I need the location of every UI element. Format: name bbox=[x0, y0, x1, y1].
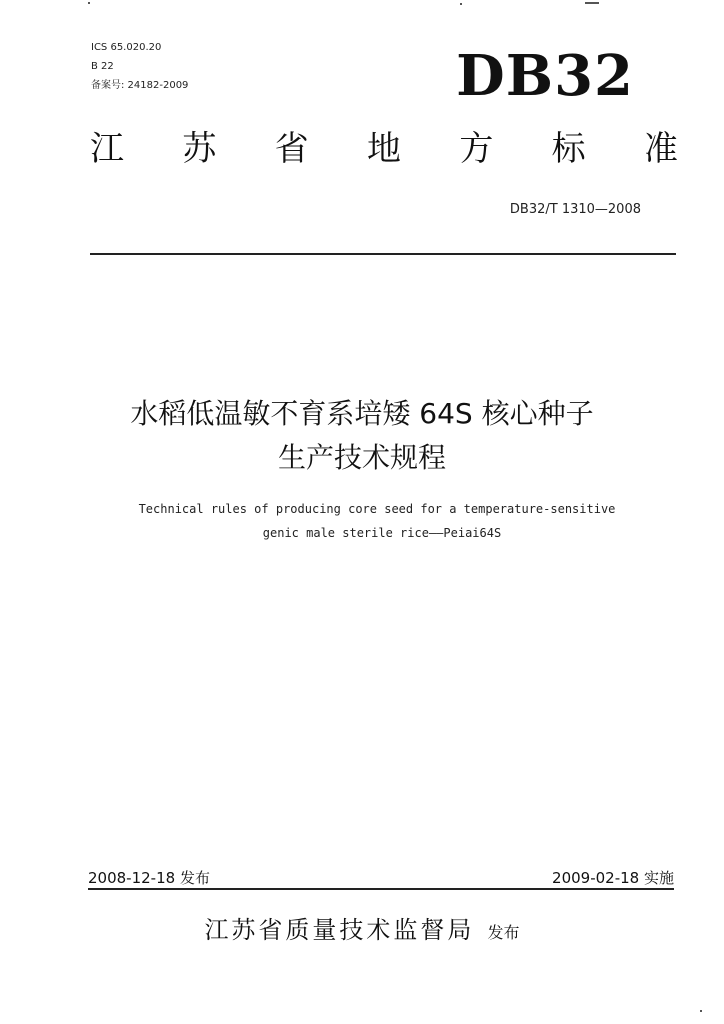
scan-artifact bbox=[88, 2, 90, 4]
title-char: 准 bbox=[643, 129, 678, 169]
title-char: 地 bbox=[366, 129, 401, 169]
bottom-divider bbox=[88, 888, 674, 890]
standard-number: DB32/T 1310—2008 bbox=[509, 202, 641, 217]
issue-date: 2008-12-18 发布 bbox=[88, 869, 210, 887]
english-title-line-2: genic male sterile rice——Peiai64S bbox=[262, 526, 502, 540]
scan-artifact bbox=[585, 2, 599, 4]
scan-artifact bbox=[700, 1010, 702, 1012]
ccs-code: B 22 bbox=[91, 61, 114, 72]
top-divider bbox=[90, 253, 676, 255]
publisher-suffix: 发布 bbox=[487, 923, 520, 942]
chinese-title-line-2: 生产技术规程 bbox=[277, 441, 446, 474]
title-char: 江 bbox=[90, 129, 124, 169]
title-char: 苏 bbox=[182, 129, 217, 169]
publisher-name: 江苏省质量技术监督局 bbox=[204, 916, 475, 944]
db-code-logo: DB32 bbox=[456, 43, 634, 109]
ics-code: ICS 65.020.20 bbox=[91, 42, 162, 53]
title-char: 省 bbox=[274, 129, 309, 169]
chinese-title-line-1: 水稻低温敏不育系培矮 64S 核心种子 bbox=[130, 397, 594, 430]
classification-block bbox=[91, 38, 188, 95]
implementation-date: 2009-02-18 实施 bbox=[552, 869, 674, 887]
scan-artifact bbox=[460, 3, 462, 5]
publisher bbox=[0, 910, 724, 945]
title-char: 标 bbox=[551, 129, 586, 169]
english-title-line-1: Technical rules of producing core seed for a temperature-sensitive bbox=[138, 502, 616, 516]
title-char: 方 bbox=[459, 129, 494, 169]
standard-type-title bbox=[90, 129, 678, 169]
english-title bbox=[0, 497, 724, 545]
record-number: 备案号: 24182-2009 bbox=[91, 80, 189, 91]
chinese-title bbox=[0, 392, 724, 480]
